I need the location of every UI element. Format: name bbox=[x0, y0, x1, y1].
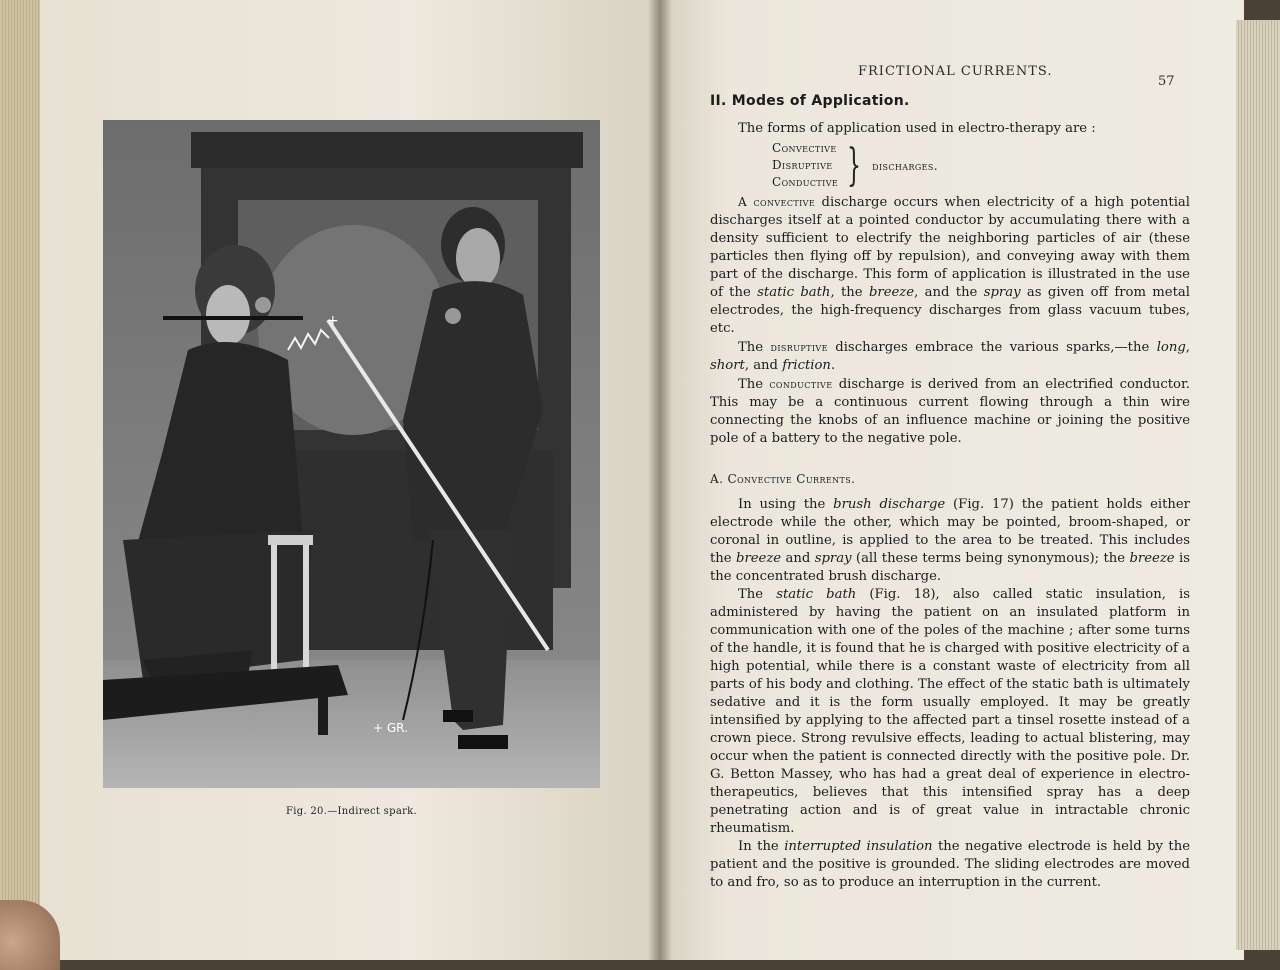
text-run: discharge occurs when electricity of a high potential discharges itself at a pointed conductor by accumulating there with a density sufficient to electrify the neighboring particles of air (these particles then flying off by repulsion), and conveying away with them part of the discharge. This form of application is illustrated in the use of the bbox=[710, 195, 1191, 300]
text-run: In the bbox=[738, 839, 785, 854]
text-run: The bbox=[738, 340, 771, 355]
paragraph-interrupted bbox=[710, 838, 1190, 892]
photo-ground-label: + GR. bbox=[373, 721, 408, 735]
forms-suffix: discharges. bbox=[872, 158, 939, 173]
emphasis: breeze bbox=[868, 285, 915, 300]
emphasis: short bbox=[710, 358, 745, 373]
right-page-text bbox=[710, 92, 1190, 892]
emphasis: spray bbox=[983, 285, 1021, 300]
emphasis: static bath bbox=[776, 587, 857, 602]
brace-icon: } bbox=[847, 139, 862, 191]
emphasis: spray bbox=[814, 551, 852, 566]
form-item: Disruptive bbox=[772, 158, 833, 172]
emphasis: friction bbox=[782, 358, 831, 373]
section-title: II. Modes of Application. bbox=[710, 93, 910, 109]
text-run: discharge is derived from an electrified conductor. This may be a continuous current flowing through a thin wire connecting the knobs of an influence machine or joining the positive pole of a battery to the negative pole. bbox=[710, 377, 1190, 446]
intro-line: The forms of application used in electro-therapy are : bbox=[738, 121, 1096, 136]
text-run: , and the bbox=[914, 285, 984, 300]
running-head: FRICTIONAL CURRENTS. bbox=[858, 64, 1053, 79]
text-run: as given off from metal electrodes, the high-frequency discharges from glass vacuum tubes, etc. bbox=[710, 285, 1190, 336]
text-run: the negative electrode is held by the patient and the positive is grounded. The sliding electrodes are moved to and fro, so as to produce an interruption in the current. bbox=[710, 839, 1190, 890]
forms-list bbox=[772, 140, 838, 191]
figure-photo bbox=[103, 120, 600, 788]
emphasis: static bath bbox=[757, 285, 831, 300]
text-run: In using the bbox=[738, 497, 834, 512]
emphasis: breeze bbox=[1129, 551, 1175, 566]
photo-illustration bbox=[103, 120, 600, 788]
photo-plus-label: + bbox=[327, 313, 339, 329]
text-run: The bbox=[738, 377, 770, 392]
text-run: (Fig. 17) the patient holds either electrode while the other, which may be pointed, broom-shaped, or coronal in outline, is applied to the area to be treated. This includes the bbox=[710, 497, 1190, 566]
text-run: and bbox=[781, 551, 815, 566]
right-page-edges bbox=[1236, 20, 1280, 950]
term-conductive: conductive bbox=[769, 377, 833, 391]
text-run: (Fig. 18), also called static insulation, is administered by having the patient on an insulated platform in communication with one of the poles of the machine ; after some turns of the handle, it is found that he is charged with positive electricity of a high potential, while there is a constant waste of electricity from all parts of his body and clothing. The effect of the static bath is ultimately sedative and it is the form usually employed. It may be greatly intensified by applying to the affected part a tinsel rosette instead of a crown piece. Strong revulsive effects, leading to actual blistering, may occur when the patient is connected directly with the positive pole. Dr. G. Betton Massey, who has had a great deal of experience in electro-therapeutics, believes that this intensified spray has a deep penetrating action and is of great value in intractable chronic rheumatism. bbox=[710, 587, 1190, 836]
text-run: (all these terms being synonymous); the bbox=[851, 551, 1130, 566]
paragraph-convective bbox=[710, 193, 1190, 338]
emphasis: long bbox=[1156, 340, 1186, 355]
figure-caption: Fig. 20.—Indirect spark. bbox=[286, 806, 417, 817]
page-number: 57 bbox=[1158, 74, 1175, 89]
paragraph-static-bath bbox=[710, 586, 1190, 838]
forms-list-block bbox=[772, 140, 1190, 191]
emphasis: brush discharge bbox=[833, 497, 946, 512]
text-run: . bbox=[830, 358, 836, 373]
book-gutter bbox=[648, 0, 672, 960]
paragraph-conductive bbox=[710, 375, 1190, 448]
text-run: is the concentrated brush discharge. bbox=[710, 551, 1190, 584]
form-item: Convective bbox=[772, 141, 837, 155]
paragraph-disruptive bbox=[710, 338, 1190, 375]
text-run: , bbox=[1185, 340, 1190, 355]
left-page-edges bbox=[0, 0, 40, 960]
term-convective: A convective bbox=[738, 195, 816, 209]
subsection-title: A. Convective Currents. bbox=[710, 472, 856, 486]
text-run: discharges embrace the various sparks,—the bbox=[827, 340, 1157, 355]
text-run: , and bbox=[744, 358, 783, 373]
emphasis: breeze bbox=[736, 551, 782, 566]
text-run: The bbox=[738, 587, 777, 602]
paragraph-brush bbox=[710, 496, 1190, 586]
form-item: Conductive bbox=[772, 175, 839, 189]
term-disruptive: disruptive bbox=[770, 340, 828, 354]
emphasis: interrupted insulation bbox=[784, 839, 933, 854]
text-run: , the bbox=[830, 285, 869, 300]
